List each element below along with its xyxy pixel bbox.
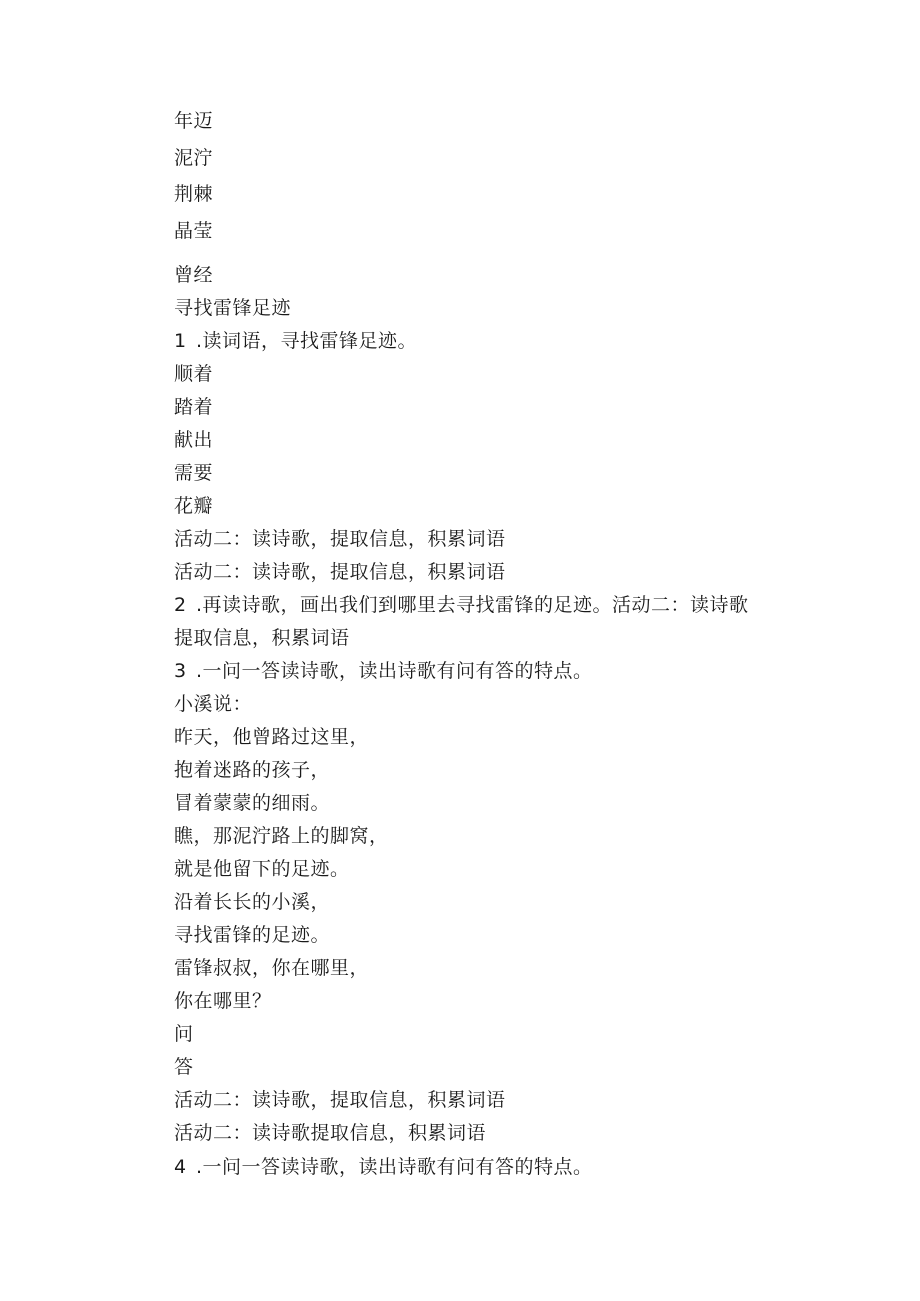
question-2-continuation: 提取信息，积累词语 xyxy=(174,627,350,649)
vocab-word: 顺着 xyxy=(174,363,214,385)
question-1 xyxy=(174,329,417,353)
poem-line: 雷锋叔叔，你在哪里， xyxy=(174,957,370,979)
poem-line: 你在哪里？ xyxy=(174,990,272,1012)
ask-label: 问 xyxy=(174,1023,194,1045)
question-text: .一问一答读诗歌，读出诗歌有问有答的特点。 xyxy=(196,660,593,682)
vocab-word: 花瓣 xyxy=(174,495,214,517)
poem-line: 就是他留下的足迹。 xyxy=(174,858,350,880)
question-number: 1 xyxy=(174,330,187,352)
vocab-word: 泥泞 xyxy=(174,147,214,169)
poem-line: 沿着长长的小溪， xyxy=(174,891,331,913)
vocab-word: 献出 xyxy=(174,429,214,451)
vocab-word: 踏着 xyxy=(174,396,214,418)
question-number: 2 xyxy=(174,594,187,616)
poem-line: 小溪说： xyxy=(174,693,253,715)
question-number: 4 xyxy=(174,1156,187,1178)
answer-label: 答 xyxy=(174,1056,194,1078)
question-number: 3 xyxy=(174,660,187,682)
poem-line: 昨天，他曾路过这里， xyxy=(174,726,370,748)
question-2 xyxy=(174,593,749,617)
activity-heading: 活动二：读诗歌提取信息，积累词语 xyxy=(174,1122,487,1144)
vocab-word: 年迈 xyxy=(174,110,214,132)
vocab-word: 曾经 xyxy=(174,264,214,286)
question-text: .读词语，寻找雷锋足迹。 xyxy=(196,330,418,352)
question-text: .一问一答读诗歌，读出诗歌有问有答的特点。 xyxy=(196,1156,593,1178)
activity-heading: 活动二：读诗歌，提取信息，积累词语 xyxy=(174,528,506,550)
poem-line: 瞧，那泥泞路上的脚窝， xyxy=(174,825,389,847)
question-3 xyxy=(174,659,593,683)
poem-line: 寻找雷锋的足迹。 xyxy=(174,924,331,946)
activity-heading: 活动二：读诗歌，提取信息，积累词语 xyxy=(174,1089,506,1111)
question-text: .再读诗歌，画出我们到哪里去寻找雷锋的足迹。活动二：读诗歌 xyxy=(196,594,749,616)
poem-line: 抱着迷路的孩子， xyxy=(174,759,331,781)
poem-line: 冒着蒙蒙的细雨。 xyxy=(174,792,331,814)
question-4 xyxy=(174,1155,593,1179)
vocab-word: 荆棘 xyxy=(174,183,214,205)
section-title: 寻找雷锋足迹 xyxy=(174,297,292,319)
activity-heading: 活动二：读诗歌，提取信息，积累词语 xyxy=(174,561,506,583)
vocab-word: 晶莹 xyxy=(174,220,214,242)
vocab-word: 需要 xyxy=(174,462,214,484)
